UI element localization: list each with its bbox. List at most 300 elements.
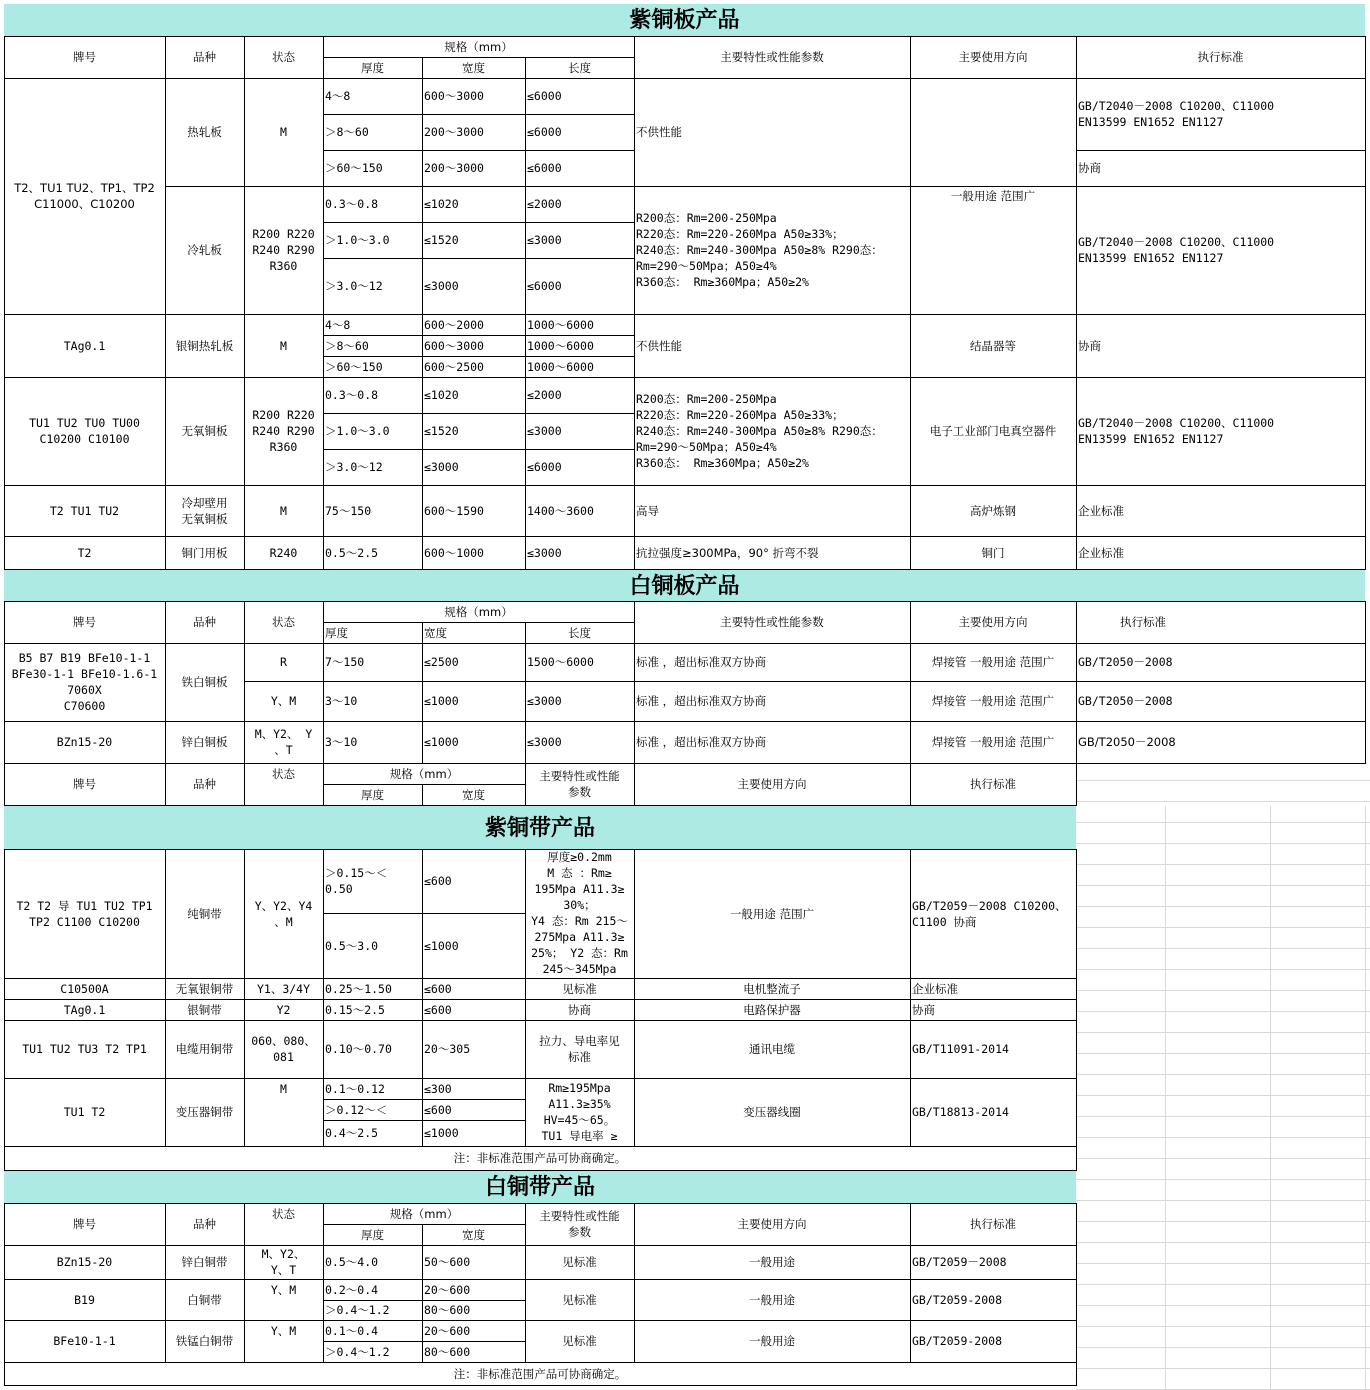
table-cell: 协商 (568, 1002, 591, 1017)
grid-line (910, 999, 911, 1021)
sheet-gridline (1076, 969, 1370, 970)
grid-line (323, 377, 324, 486)
variety-cell: 铁锰白铜带 (175, 1334, 234, 1348)
table-cell: GB/T2050－2008 (1078, 735, 1176, 749)
table-cell: 拉力、导电率见 标准 (539, 1034, 620, 1064)
grid-line (1365, 601, 1366, 644)
table-cell: 厚度≥0.2mm M 态 ：Rm≥ 195Mpa A11.3≥ 30%； Y4 态：Rm 215～ 275Mpa A11.3≥ 25%； Y2 态：Rm 245～345Mpa (531, 850, 628, 976)
grid-line (4, 36, 5, 79)
table-cell: ≤1000 (424, 938, 459, 953)
table-cell: GB/T2040－2008 C10200、C11000 EN13599 EN1652 EN1127 (1078, 99, 1275, 129)
sheet-gridline (1076, 864, 1370, 865)
grid-line (422, 999, 423, 1021)
table-cell: ＞1.0～3.0 (325, 424, 390, 438)
table-cell: 1000～6000 (527, 359, 594, 374)
state-cell: Y、M (270, 694, 297, 708)
grid-line (1076, 849, 1077, 979)
state-cell: 060、080、 081 (251, 1034, 316, 1064)
grid-line (422, 485, 423, 537)
grade-cell: T2 TU1 TU2 (49, 503, 120, 518)
grade-cell: TU1 TU2 TU3 T2 TP1 (22, 1042, 147, 1056)
state-cell: Y1、3/4Y (256, 981, 311, 996)
grid-line (525, 1245, 526, 1280)
table-cell: 200～3000 (424, 161, 484, 175)
grid-line (165, 601, 166, 644)
grid-line (323, 1020, 324, 1079)
grid-line (634, 721, 635, 764)
grid-line (244, 999, 245, 1021)
grid-line (422, 978, 423, 1000)
grid-line (1076, 1078, 1077, 1147)
grid-line (323, 849, 324, 979)
state-cell: Y、M (270, 1323, 297, 1338)
table-cell: ＞60～150 (325, 161, 383, 175)
state-cell: M (280, 338, 287, 353)
grid-line (244, 314, 245, 378)
grid-line (422, 1245, 423, 1280)
table-cell: GB/T2050－2008 (1078, 694, 1173, 708)
grid-line (422, 1078, 423, 1147)
table-cell: ≤6000 (527, 89, 562, 103)
grid-line (422, 57, 423, 79)
header-cell: 宽度 (462, 1227, 485, 1242)
grid-line (910, 643, 911, 722)
grid-line (165, 721, 166, 764)
table-cell: ≤2000 (527, 388, 562, 402)
table-cell: ≤1020 (424, 388, 459, 402)
state-cell: Y、M (270, 1282, 297, 1297)
grid-line (323, 485, 324, 537)
table-cell: GB/T2059-2008 (912, 1292, 1003, 1307)
grid-line (323, 999, 324, 1021)
grid-line (1365, 36, 1366, 79)
grid-line (910, 1245, 911, 1280)
grid-line (4, 536, 1366, 537)
variety-cell: 冷轧板 (187, 243, 222, 257)
grid-line (634, 849, 635, 979)
table-cell: ≤6000 (527, 279, 562, 293)
table-cell: GB/T2040－2008 C10200、C11000 EN13599 EN1652 EN1127 (1078, 416, 1275, 446)
grid-line (323, 222, 635, 223)
sheet-gridline (1076, 822, 1370, 823)
grid-line (525, 57, 526, 79)
header-cell: 执行标准 (1197, 50, 1244, 64)
usage-cell: 一般用途 (749, 1292, 795, 1307)
table-cell: 75～150 (325, 503, 372, 518)
grid-line (323, 622, 635, 623)
grid-line (4, 78, 5, 315)
grid-line (244, 849, 245, 979)
usage-cell: 高炉炼钢 (970, 503, 1016, 518)
grid-line (525, 978, 526, 1000)
grid-line (165, 763, 166, 806)
grid-line (634, 978, 635, 1000)
grid-line (525, 849, 526, 979)
grid-line (1076, 978, 1077, 1000)
table-cell: GB/T2050－2008 (1078, 655, 1173, 669)
grid-line (165, 377, 166, 486)
grid-line (323, 413, 635, 414)
usage-cell: 一般用途 (749, 1334, 795, 1348)
grid-line (165, 314, 166, 378)
grid-line (4, 1203, 5, 1246)
table-cell: ≤3000 (527, 424, 562, 438)
variety-cell: 银铜热轧板 (175, 338, 234, 353)
table-cell: 20～305 (424, 1042, 471, 1056)
grid-line (4, 1362, 1077, 1363)
section-title: 白铜板产品 (4, 570, 1365, 601)
table-cell: 600～3000 (424, 89, 484, 103)
grade-cell: TU1 TU2 TU0 TU00 C10200 C10100 (29, 416, 140, 446)
grid-line (422, 721, 423, 764)
variety-cell: 白铜带 (187, 1292, 222, 1307)
table-cell: 600～2500 (424, 359, 484, 374)
state-cell: R200 R220 R240 R290 R360 (252, 227, 315, 273)
grid-line (4, 377, 5, 486)
grid-line (4, 721, 5, 764)
grid-line (910, 78, 911, 315)
variety-cell: 铜门用板 (181, 545, 228, 560)
grid-line (244, 1320, 245, 1363)
table-cell: ＞0.4～1.2 (325, 1344, 390, 1359)
grade-cell: TAg0.1 (63, 338, 106, 353)
table-cell: ≤300 (424, 1081, 452, 1096)
grid-line (323, 913, 526, 914)
grid-line (634, 1020, 635, 1079)
grade-cell: T2 (77, 545, 92, 560)
header-cell: 状态 (272, 766, 295, 781)
grid-line (1365, 485, 1366, 537)
table-cell: 协商 (912, 1002, 935, 1017)
grid-line (1076, 1362, 1077, 1386)
grid-line (1365, 314, 1366, 378)
table-cell: ≤600 (424, 981, 452, 996)
table-cell: ＞8～60 (325, 338, 369, 353)
header-cell: 厚度 (361, 1227, 384, 1242)
table-cell: 20～600 (424, 1323, 471, 1338)
table-cell: ＞60～150 (325, 359, 383, 374)
grid-line (422, 377, 423, 486)
sheet-gridline (1076, 948, 1370, 949)
grid-line (165, 849, 166, 979)
header-cell: 厚度 (325, 625, 348, 640)
grid-line (323, 536, 324, 570)
grid-line (4, 1146, 5, 1171)
table-cell: 1500～6000 (527, 655, 594, 669)
sheet-gridline (1076, 990, 1370, 991)
sheet-gridline (1076, 801, 1370, 802)
table-cell: R200态：Rm=200-250Mpa R220态：Rm=220-260Mpa A50≥33%； R240态：Rm=240-300Mpa A50≥8% R290态： Rm=290～50Mpa；A50≥4% R360态： Rm≥360Mpa；A50≥2% (636, 211, 883, 289)
grid-line (1076, 36, 1077, 79)
grid-line (910, 377, 911, 486)
grade-cell: C10500A (60, 981, 109, 996)
grid-line (165, 78, 166, 315)
table-cell: 600～1000 (424, 545, 484, 560)
table-cell: 企业标准 (1078, 503, 1124, 518)
table-cell: 0.5～3.0 (325, 938, 379, 953)
grid-line (323, 721, 324, 764)
grid-line (4, 999, 5, 1021)
grid-line (634, 1279, 635, 1321)
table-cell: ≤1520 (424, 424, 459, 438)
grid-line (422, 1224, 423, 1246)
header-cell: 主要特性或性能 参数 (539, 1209, 620, 1239)
table-cell: 抗拉强度≥300MPa，90° 折弯不裂 (636, 545, 819, 560)
grid-line (910, 1279, 911, 1321)
grid-line (1076, 1020, 1077, 1079)
grid-line (910, 763, 911, 806)
grid-line (244, 763, 245, 806)
usage-cell: 结晶器等 (970, 338, 1016, 353)
table-cell: ≤600 (424, 1002, 452, 1017)
grid-line (244, 681, 1366, 682)
grid-line (1076, 377, 1077, 486)
grid-line (910, 1320, 911, 1363)
grid-line (525, 377, 526, 486)
grid-line (244, 1020, 245, 1079)
table-cell: 200～3000 (424, 125, 484, 139)
sheet-gridline (1076, 906, 1370, 907)
sheet-gridline (1076, 1200, 1370, 1201)
table-cell: 1400～3600 (527, 503, 594, 518)
header-cell: 长度 (568, 625, 591, 640)
grid-line (4, 601, 5, 644)
grid-line (244, 485, 245, 537)
table-cell: 0.10～0.70 (325, 1042, 392, 1056)
grid-line (525, 536, 526, 570)
grid-line (323, 114, 635, 115)
grid-line (4, 978, 5, 1000)
grid-line (910, 849, 911, 979)
table-cell: ≤1000 (424, 694, 459, 708)
usage-cell: 一般用途 范围广 (729, 906, 815, 921)
table-cell: 协商 (1078, 161, 1101, 175)
table-cell: 0.1～0.12 (325, 1081, 385, 1096)
grid-line (634, 314, 635, 378)
grid-line (4, 721, 1366, 722)
grid-line (634, 536, 635, 570)
header-cell: 牌号 (73, 777, 96, 791)
sheet-gridline (1076, 1074, 1370, 1075)
grid-line (165, 36, 166, 79)
sheet-gridline (1076, 927, 1370, 928)
table-cell: ≤1000 (424, 735, 459, 749)
grid-line (910, 978, 911, 1000)
grid-line (910, 36, 911, 79)
table-cell: 见标准 (562, 1334, 597, 1348)
header-cell: 牌号 (73, 1217, 96, 1231)
grid-line (323, 150, 635, 151)
table-cell: GB/T2040－2008 C10200、C11000 EN13599 EN1652 EN1127 (1078, 235, 1275, 265)
header-cell: 主要使用方向 (958, 615, 1028, 629)
variety-cell: 热轧板 (187, 125, 222, 139)
table-cell: ≤1020 (424, 197, 459, 211)
grid-line (1076, 78, 1077, 315)
grid-line (525, 721, 526, 764)
table-cell: ≤2500 (424, 655, 459, 669)
section-title: 紫铜板产品 (4, 4, 1365, 36)
sheet-gridline (1076, 1179, 1370, 1180)
grid-line (1076, 314, 1077, 378)
sheet-gridline (1076, 1305, 1370, 1306)
grid-line (422, 622, 423, 644)
grid-line (244, 978, 245, 1000)
header-cell: 品种 (193, 1217, 216, 1231)
grid-line (4, 643, 1366, 644)
sheet-gridline (1076, 1158, 1370, 1159)
grid-line (634, 485, 635, 537)
table-cell: 600～2000 (424, 317, 484, 332)
grid-line (910, 601, 911, 644)
grid-line (165, 485, 166, 537)
table-cell: 标准 ，超出标准双方协商 (636, 694, 767, 708)
grid-line (323, 57, 635, 58)
grid-line (634, 999, 635, 1021)
grid-line (244, 536, 245, 570)
table-cell: GB/T2059－2008 C10200、 C1100 协商 (912, 898, 1067, 929)
grid-line (422, 536, 423, 570)
grid-line (1076, 536, 1077, 570)
grid-line (634, 377, 635, 486)
table-cell: R200态：Rm=200-250Mpa R220态：Rm=220-260Mpa A50≥33%； R240态：Rm=240-300Mpa A50≥8% R290态： Rm=290～50Mpa；A50≥4% R360态： Rm≥360Mpa；A50≥2% (636, 392, 883, 470)
table-cell: ＞0.15～＜ 0.50 (325, 866, 388, 896)
header-cell: 牌号 (73, 50, 96, 64)
grid-line (323, 1245, 324, 1280)
grid-line (165, 999, 166, 1021)
grid-line (910, 1020, 911, 1079)
table-cell: ≤2000 (527, 197, 562, 211)
grid-line (4, 536, 5, 570)
table-cell: 4～8 (325, 317, 351, 332)
state-cell: M (280, 1081, 287, 1096)
grid-line (1365, 536, 1366, 570)
table-cell: 不供性能 (636, 338, 682, 353)
table-cell: ≤3000 (424, 279, 459, 293)
grid-line (165, 1245, 166, 1280)
table-cell: 见标准 (562, 1255, 597, 1269)
header-cell: 规格（mm） (389, 766, 459, 781)
grid-line (4, 763, 5, 806)
state-cell: M (280, 125, 287, 139)
header-cell: 宽度 (462, 60, 485, 75)
table-cell: 3～10 (325, 694, 358, 708)
header-cell: 执行标准 (1120, 615, 1166, 629)
variety-cell: 锌白铜带 (181, 1255, 228, 1269)
grid-line (244, 1203, 245, 1246)
grid-line (1076, 186, 1366, 187)
table-cell: GB/T11091-2014 (912, 1042, 1009, 1056)
grid-line (422, 849, 423, 979)
grid-line (4, 601, 1366, 602)
sheet-gridline (1076, 1368, 1370, 1369)
grade-cell: B5 B7 B19 BFe10-1-1 BFe30-1-1 BFe10-1.6-1 7060X C70600 (11, 651, 158, 713)
grid-line (165, 1279, 166, 1321)
usage-cell: 焊接管 一般用途 范围广 (931, 735, 1055, 749)
grid-line (323, 1099, 526, 1100)
header-cell: 规格（mm） (444, 604, 513, 619)
variety-cell: 无氧铜板 (181, 424, 228, 438)
grid-line (4, 1320, 5, 1363)
table-cell: ≤3000 (527, 694, 562, 708)
grid-line (165, 643, 166, 722)
usage-cell: 焊接管 一般用途 范围广 (931, 694, 1055, 708)
grid-line (1076, 643, 1077, 722)
table-cell: 0.2～0.4 (325, 1282, 379, 1297)
grid-line (244, 36, 245, 79)
header-cell: 状态 (272, 615, 295, 629)
grid-line (165, 1203, 166, 1246)
grid-line (1365, 377, 1366, 486)
header-cell: 主要使用方向 (958, 50, 1028, 64)
sheet-gridline (1076, 843, 1370, 844)
grid-line (1076, 1279, 1077, 1321)
table-cell: ≤3000 (424, 460, 459, 474)
grade-cell: TU1 T2 (63, 1105, 106, 1119)
grid-line (4, 1020, 5, 1079)
table-cell: 企业标准 (912, 981, 958, 996)
grid-line (244, 1245, 245, 1280)
grid-line (4, 36, 1366, 37)
table-cell: GB/T2059-2008 (912, 1334, 1003, 1348)
table-cell: 标准 ，超出标准双方协商 (636, 655, 767, 669)
table-cell: ≤1520 (424, 233, 459, 247)
grade-cell: TAg0.1 (63, 1002, 106, 1017)
grid-line (323, 1120, 526, 1121)
table-cell: 3～10 (325, 735, 358, 749)
grid-line (1365, 643, 1366, 722)
usage-cell: 一般用途 范围广 (950, 189, 1036, 203)
sheet-gridline (1076, 1221, 1370, 1222)
grid-line (323, 314, 324, 378)
grid-line (525, 622, 526, 644)
grid-line (244, 1279, 245, 1321)
grid-line (4, 78, 1366, 79)
grid-line (4, 314, 5, 378)
header-cell: 品种 (193, 777, 216, 791)
grid-line (1076, 999, 1077, 1021)
grid-line (244, 377, 245, 486)
grid-line (634, 1078, 635, 1147)
table-cell: ＞1.0～3.0 (325, 233, 390, 247)
table-cell: GB/T18813-2014 (912, 1105, 1009, 1119)
sheet-gridline (1076, 780, 1370, 781)
sheet-gridline (1076, 1053, 1370, 1054)
grid-line (323, 784, 526, 785)
sheet-gridline (1076, 1263, 1370, 1264)
table-cell: 600～3000 (424, 338, 484, 353)
grade-cell: T2、TU1 TU2、TP1、TP2 C11000、C10200 (14, 181, 155, 211)
grid-line (910, 721, 911, 764)
grid-line (244, 1078, 245, 1147)
grid-line (525, 485, 526, 537)
grid-line (4, 1362, 5, 1386)
grid-line (525, 643, 526, 722)
state-cell: Y、Y2、Y4 、M (254, 898, 313, 929)
table-cell: 高导 (636, 503, 659, 518)
grid-line (4, 314, 1366, 315)
table-cell: ≤1000 (424, 1126, 459, 1140)
grid-line (1076, 1245, 1077, 1280)
table-cell: Rm≥195Mpa A11.3≥35% HV=45～65。 TU1 导电率 ≥ (541, 1081, 618, 1143)
grid-line (4, 1146, 1077, 1147)
table-cell: GB/T2059－2008 (912, 1255, 1007, 1269)
grid-line (323, 1300, 526, 1301)
header-cell: 执行标准 (970, 777, 1016, 791)
note-text: 注：非标准范围产品可协商确定。 (453, 1151, 627, 1165)
sheet-gridline (1270, 806, 1271, 1390)
header-cell: 状态 (272, 1206, 295, 1221)
grid-line (1076, 763, 1077, 806)
